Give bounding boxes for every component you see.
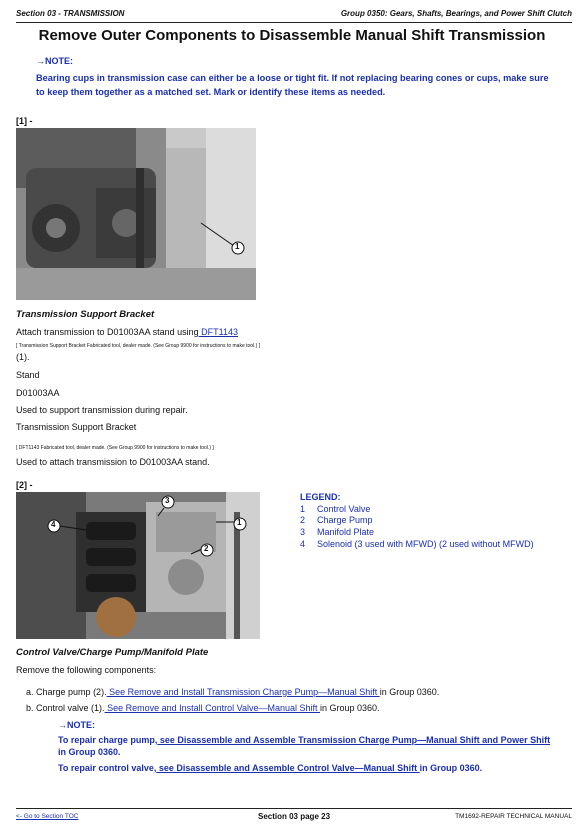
header-section: Section 03 - TRANSMISSION <box>16 9 125 18</box>
bracket-label: Transmission Support Bracket <box>16 422 137 432</box>
page-footer <box>16 808 572 823</box>
page-number: Section 03 page 23 <box>257 812 331 821</box>
list-item: a. Charge pump (2). See Remove and Install Transmission Charge Pump—Manual Shift in Group 0360. <box>26 687 440 697</box>
figure1-caption: Transmission Support Bracket <box>16 309 155 320</box>
note2-line-1: To repair charge pump, see Disassemble and Assemble Transmission Charge Pump—Manual Shift and Power Shift in Group 0360. <box>58 735 551 757</box>
manual-id: TM1692-REPAIR TECHNICAL MANUAL <box>455 813 572 820</box>
page-header <box>16 6 572 23</box>
list-item: b. Control valve (1). See Remove and Install Control Valve—Manual Shift in Group 0360. <box>26 703 380 713</box>
bracket-description: Used to attach transmission to D01003AA stand. <box>16 457 210 467</box>
reference-1: (1). <box>16 352 30 362</box>
legend-item: 3 Manifold Plate <box>300 527 375 538</box>
legend-title: LEGEND: <box>300 492 341 502</box>
footnote-1: [ Transmission Support Bracket Fabricated tool, dealer made. (See Group 9900 for instructions to make tool.) ] <box>16 343 261 349</box>
figure2-callout-4: 4 <box>51 520 56 529</box>
stand-description: Used to support transmission during repair. <box>16 405 188 415</box>
stand-label: Stand <box>16 370 40 380</box>
remove-intro: Remove the following components: <box>16 665 157 675</box>
figure1-callout-1: 1 <box>235 242 240 251</box>
legend-item: 4 Solenoid (3 used with MFWD) (2 used without MFWD) <box>300 538 534 549</box>
transmission-bracket-photo <box>16 128 256 300</box>
charge-pump-link[interactable]: See Remove and Install Transmission Charge Pump—Manual Shift <box>106 687 380 697</box>
legend-item: 1 Control Valve <box>300 503 371 514</box>
control-valve-photo <box>16 492 260 639</box>
legend-item: 2 Charge Pump <box>300 515 373 526</box>
figure2-label: [2] - <box>16 480 33 490</box>
stand-code: D01003AA <box>16 388 60 398</box>
section-toc-link[interactable]: <- Go to Section TOC <box>16 813 79 820</box>
note-heading: →NOTE: <box>36 56 73 66</box>
dft1143-link[interactable]: DFT1143 <box>198 327 238 337</box>
figure2-callout-3: 3 <box>165 496 170 505</box>
header-group: Group 0350: Gears, Shafts, Bearings, and Power Shift Clutch <box>340 9 572 18</box>
repair-charge-pump-link[interactable]: see Disassemble and Assemble Transmission Charge Pump—Manual Shift and Power Shift <box>157 735 551 745</box>
note-text: Bearing cups in transmission case can either be a loose or tight fit. If not replacing bearing cones or cups, make sure to keep them together as a matched set. Mark or identify these items as needed. <box>36 73 549 97</box>
note2-heading: →NOTE: <box>58 720 95 730</box>
control-valve-link[interactable]: See Remove and Install Control Valve—Manual Shift <box>104 703 321 713</box>
figure2-callout-2: 2 <box>204 544 209 553</box>
figure1-label: [1] - <box>16 116 33 126</box>
figure2-callout-1: 1 <box>237 518 242 527</box>
footnote-2: [ DFT1143 Fabricated tool, dealer made. (See Group 9900 for instructions to make tool.) ] <box>16 445 214 451</box>
repair-control-valve-link[interactable]: see Disassemble and Assemble Control Valve—Manual Shift <box>156 763 420 773</box>
note2-line-2: To repair control valve, see Disassemble and Assemble Control Valve—Manual Shift in Group 0360. <box>58 763 483 773</box>
legend <box>300 492 534 551</box>
attach-instruction: Attach transmission to D01003AA stand using DFT1143 <box>16 327 238 337</box>
figure2-caption: Control Valve/Charge Pump/Manifold Plate <box>16 647 209 658</box>
page-title: Remove Outer Components to Disassemble Manual Shift Transmission <box>38 27 546 44</box>
